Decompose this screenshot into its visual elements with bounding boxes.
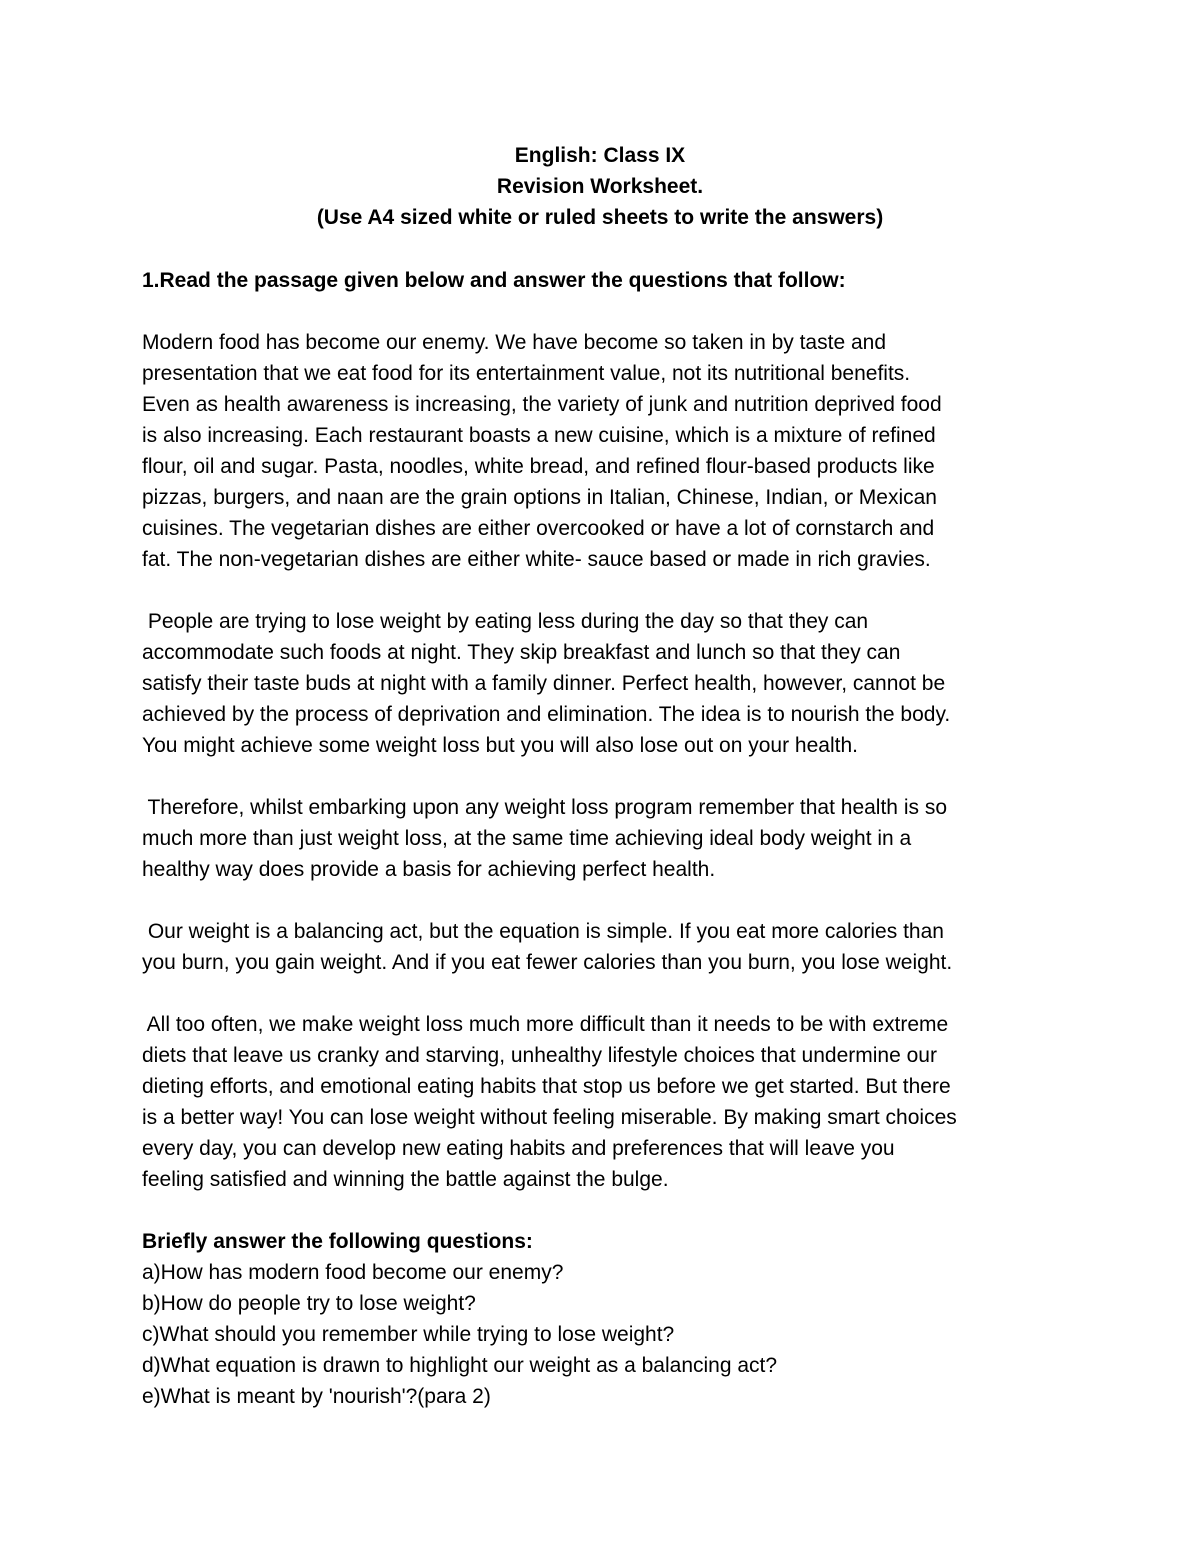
question-item: c)What should you remember while trying to lose weight? [142,1323,675,1346]
passage-line: diets that leave us cranky and starving, unhealthy lifestyle choices that undermine our [142,1044,937,1067]
question-item: b)How do people try to lose weight? [142,1292,476,1315]
passage-line: Even as health awareness is increasing, the variety of junk and nutrition deprived food [142,393,942,416]
passage-line: Therefore, whilst embarking upon any weight loss program remember that health is so [142,796,948,819]
passage-line: Our weight is a balancing act, but the equation is simple. If you eat more calories than [142,920,944,943]
passage-line: satisfy their taste buds at night with a family dinner. Perfect health, however, cannot be [142,672,946,695]
passage-line: cuisines. The vegetarian dishes are either overcooked or have a lot of cornstarch and [142,517,935,540]
passage-line: fat. The non-vegetarian dishes are either white- sauce based or made in rich gravies. [142,548,931,571]
passage-line: Modern food has become our enemy. We have become so taken in by taste and [142,331,886,354]
spacer [142,978,1072,1009]
passage-line: flour, oil and sugar. Pasta, noodles, white bread, and refined flour-based products like [142,455,935,478]
question-item: e)What is meant by 'nourish'?(para 2) [142,1385,491,1408]
questions-heading: Briefly answer the following questions: [142,1230,533,1253]
passage-line: healthy way does provide a basis for achieving perfect health. [142,858,716,881]
spacer [142,575,1072,606]
passage-line: accommodate such foods at night. They skip breakfast and lunch so that they can [142,641,901,664]
spacer [142,1195,1072,1226]
questions-section [142,1226,1072,1412]
passage-paragraph-2 [142,606,1072,761]
passage-line: much more than just weight loss, at the same time achieving ideal body weight in a [142,827,912,850]
passage-line: is a better way! You can lose weight without feeling miserable. By making smart choices [142,1106,957,1129]
passage-line: You might achieve some weight loss but you will also lose out on your health. [142,734,858,757]
question-item: d)What equation is drawn to highlight our weight as a balancing act? [142,1354,778,1377]
passage-line: is also increasing. Each restaurant boasts a new cuisine, which is a mixture of refined [142,424,936,447]
passage-paragraph-4 [142,916,1072,978]
passage-paragraph-3 [142,792,1072,885]
passage-line: dieting efforts, and emotional eating habits that stop us before we get started. But there [142,1075,951,1098]
answer-sheet-note: (Use A4 sized white or ruled sheets to write the answers) [316,206,884,229]
subject-title: English: Class IX [514,144,686,167]
passage-paragraph-1 [142,327,1072,575]
spacer [142,296,1072,327]
passage-line: you burn, you gain weight. And if you eat fewer calories than you burn, you lose weight. [142,951,953,974]
spacer [142,761,1072,792]
passage-line: All too often, we make weight loss much more difficult than it needs to be with extreme [142,1013,949,1036]
spacer [142,885,1072,916]
passage-line: every day, you can develop new eating habits and preferences that will leave you [142,1137,895,1160]
worksheet-header [0,140,1200,233]
passage-paragraph-5 [142,1009,1072,1195]
passage-line: pizzas, burgers, and naan are the grain options in Italian, Chinese, Indian, or Mexican [142,486,937,509]
passage-instruction: 1.Read the passage given below and answer the questions that follow: [142,269,846,292]
question-item: a)How has modern food become our enemy? [142,1261,564,1284]
passage-line: presentation that we eat food for its entertainment value, not its nutritional benefits. [142,362,911,385]
passage-line: People are trying to lose weight by eating less during the day so that they can [142,610,869,633]
worksheet-title: Revision Worksheet. [496,175,704,198]
passage-line: achieved by the process of deprivation and elimination. The idea is to nourish the body. [142,703,951,726]
passage-line: feeling satisfied and winning the battle against the bulge. [142,1168,669,1191]
worksheet-body [142,265,1072,1412]
